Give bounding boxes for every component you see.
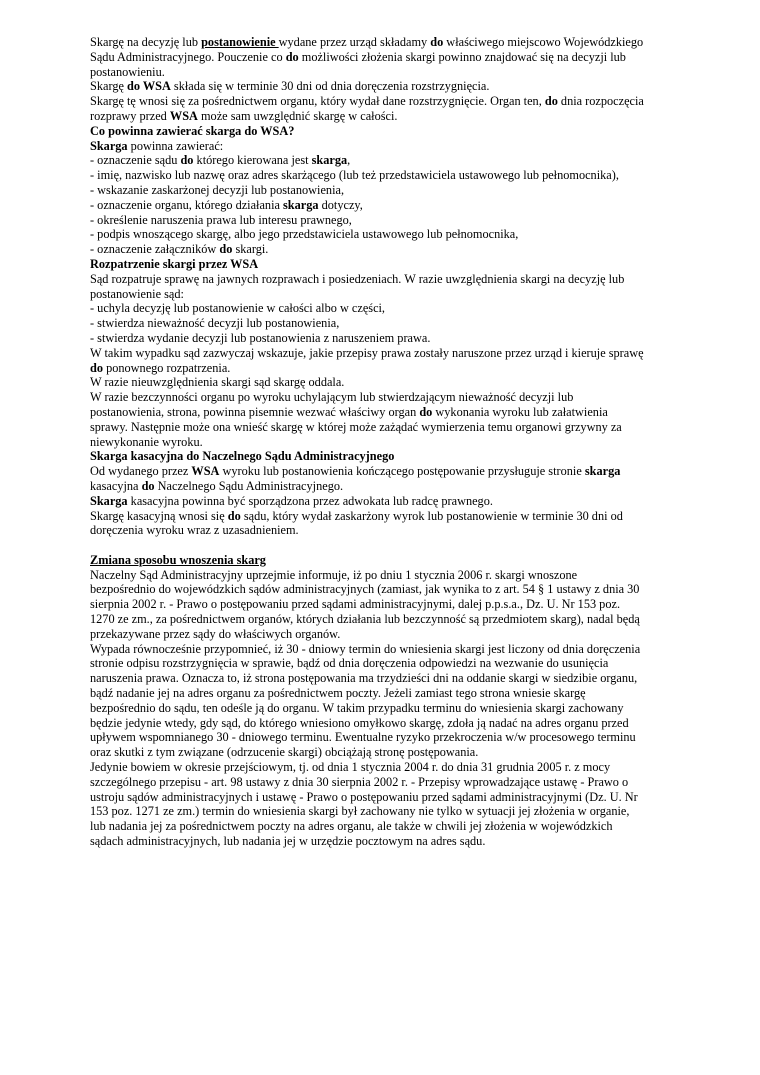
text-segment: Skargę kasacyjną wnosi się (90, 508, 228, 523)
text-line (90, 109, 680, 124)
text-line (90, 804, 680, 819)
text-segment: ponownego rozpatrzenia. (103, 360, 231, 375)
text-line (90, 242, 680, 257)
text-segment: Od wydanego przez (90, 464, 192, 479)
text-line (90, 582, 680, 597)
text-line (90, 760, 680, 775)
text-line (90, 494, 680, 509)
emphasis-segment: do (219, 242, 233, 257)
text-segment: sądach administracyjnych, lub nadania jej w urzędzie pocztowym na adres sądu. (90, 834, 486, 849)
emphasis-segment: WSA (191, 464, 220, 479)
text-line (90, 716, 680, 731)
text-line (90, 464, 680, 479)
emphasis-segment: Skarga (90, 493, 128, 508)
emphasis-segment: skarga (584, 464, 621, 479)
text-segment: niewykonanie wyroku. (90, 434, 203, 449)
text-segment: naruszenia prawa. Oznacza to, iż strona postępowania ma trzydzieści dni na oddanie skargi w siedzibie organu, (90, 671, 638, 686)
text-segment: - stwierdza nieważność decyzji lub postanowienia, (90, 316, 340, 331)
text-segment: postanowieniu. (90, 64, 165, 79)
emphasis-segment: Co powinna zawierać skarga do WSA? (90, 123, 295, 138)
text-line (90, 479, 680, 494)
emphasis-segment: do (227, 508, 241, 523)
emphasis-segment: do (544, 94, 558, 109)
text-segment: Naczelny Sąd Administracyjny uprzejmie informuje, iż po dniu 1 stycznia 2006 r. skargi wnoszone (90, 567, 578, 582)
text-segment: kasacyjna powinna być sporządzona przez adwokata lub radcę prawnego. (127, 493, 493, 508)
text-segment: 153 poz. 1271 ze zm.) termin do wniesienia skargi był zachowany nie tylko w sytuacji jej złożenia w organie, (90, 804, 630, 819)
text-line (90, 124, 680, 139)
text-segment: - oznaczenie załączników (90, 242, 220, 257)
text-line (90, 420, 680, 435)
emphasis-segment: do (180, 153, 194, 168)
text-segment: upływem wspomnianego 30 - dniowego terminu. Ewentualne ryzyko przekroczenia w/w procesowego terminu (90, 730, 636, 745)
text-segment: składa się w terminie 30 dni od dnia doręczenia rozstrzygnięcia. (170, 79, 490, 94)
text-segment: - określenie naruszenia prawa lub interesu prawnego, (90, 212, 352, 227)
text-segment: dotyczy, (318, 197, 363, 212)
text-line (90, 198, 680, 213)
text-segment: W razie bezczynności organu po wyroku uchylającym lub stwierdzającym nieważność decyzji lub (90, 390, 574, 405)
text-segment: będzie jedynie wtedy, gdy sąd, do którego wniesiono omyłkowo skargę, zdoła ją nadać na adres organu przed (90, 715, 629, 730)
text-line (90, 775, 680, 790)
text-segment: postanowienie sąd: (90, 286, 184, 301)
text-line (90, 287, 680, 302)
emphasis-segment: do (430, 35, 444, 49)
text-segment: - uchyla decyzję lub postanowienie w całości albo w części, (90, 301, 386, 316)
text-line (90, 597, 680, 612)
text-line (90, 612, 680, 627)
text-segment: doręczenia wyroku wraz z uzasadnieniem. (90, 523, 299, 538)
text-line (90, 656, 680, 671)
text-line (90, 730, 680, 745)
text-line (90, 346, 680, 361)
text-segment: rozprawy przed (90, 108, 170, 123)
text-line (90, 79, 680, 94)
text-segment: którego kierowana jest (193, 153, 312, 168)
text-segment: Skargę na decyzję lub (90, 35, 202, 49)
text-line (90, 213, 680, 228)
text-line (90, 316, 680, 331)
text-segment: - stwierdza wydanie decyzji lub postanowienia z naruszeniem prawa. (90, 330, 431, 345)
emphasis-segment: Rozpatrzenie skargi przez WSA (90, 256, 259, 271)
text-line (90, 139, 680, 154)
emphasis-segment: skarga (283, 197, 319, 212)
emphasis-segment: do (285, 49, 299, 64)
text-segment: powinna zawierać: (127, 138, 224, 153)
text-line (90, 301, 680, 316)
emphasis-segment: do (419, 404, 433, 419)
text-line (90, 35, 680, 50)
text-line (90, 701, 680, 716)
text-segment: lub nadania jej za pośrednictwem poczty na adres organu, ale także w chwili jej złożenia w wojewódzkich (90, 819, 613, 834)
text-line (90, 50, 680, 65)
text-segment: bezpośrednio do sądu, ten odeśle ją do organu. W takim przypadku terminu do wniesienia skargi zachowany (90, 700, 624, 715)
text-segment: stronie odpisu rozstrzygnięcia w sprawie, bądź od dnia doręczenia odpowiedzi na wezwanie do usunięcia (90, 656, 609, 671)
text-segment: sądu, który wydał zaskarżony wyrok lub postanowienie w terminie 30 dni od (240, 508, 623, 523)
text-segment: 1270 ze zm., za pośrednictwem organów, których działania lub bezczynność są przedmiotem skarg), nadal będą (90, 612, 640, 627)
text-line (90, 642, 680, 657)
text-line (90, 686, 680, 701)
emphasis-segment: Skarga (90, 138, 128, 153)
text-segment: - wskazanie zaskarżonej decyzji lub postanowienia, (90, 182, 345, 197)
text-line (90, 671, 680, 686)
text-segment: kasacyjna (90, 478, 142, 493)
text-line (90, 390, 680, 405)
text-line (90, 361, 680, 376)
text-line (90, 331, 680, 346)
text-line (90, 745, 680, 760)
document-page (90, 35, 680, 849)
text-line (90, 435, 680, 450)
text-segment: przekazywane przez sądy do właściwych organów. (90, 626, 341, 641)
text-line (90, 257, 680, 272)
text-segment: szczególnego przepisu - art. 98 ustawy z dnia 30 sierpnia 2002 r. - Przepisy wprowadzające ustawę - Prawo o (90, 774, 629, 789)
text-segment: - podpis wnoszącego skargę, albo jego przedstawiciela ustawowego lub pełnomocnika, (90, 227, 519, 242)
text-line (90, 183, 680, 198)
text-segment: właściwego miejscowo Wojewódzkiego (443, 35, 644, 49)
text-segment: sierpnia 2002 r. - Prawo o postępowaniu przed sądami administracyjnymi, dalej p.p.s.a., Dz. U. Nr 153 poz. (90, 597, 621, 612)
text-line (90, 405, 680, 420)
text-segment: - oznaczenie sądu (90, 153, 181, 168)
text-segment: - imię, nazwisko lub nazwę oraz adres skarżącego (lub też przedstawiciela ustawowego lub pełnomocnika), (90, 168, 619, 183)
text-line (90, 509, 680, 524)
text-segment: sprawy. Następnie może ona wnieść skargę w której może zażądać wymierzenia temu organowi grzywny za (90, 419, 622, 434)
text-segment: - oznaczenie organu, którego działania (90, 197, 284, 212)
text-segment: Skargę (90, 79, 127, 94)
text-segment: ustroju sądów administracyjnych i ustawę - Prawo o postępowaniu przed sądami administracyjnymi (Dz. U. Nr (90, 789, 638, 804)
text-segment: oraz skutki z tym związane (odrzucenie skargi) obciążają stronę postępowania. (90, 745, 479, 760)
emphasis-segment: do (90, 360, 103, 375)
text-segment: wykonania wyroku lub załatwienia (432, 404, 608, 419)
text-segment: Sądu Administracyjnego. Pouczenie co (90, 49, 286, 64)
text-segment: może sam uwzględnić skargę w całości. (197, 108, 398, 123)
text-line (90, 568, 680, 583)
text-segment: Naczelnego Sądu Administracyjnego. (154, 478, 344, 493)
text-segment: W takim wypadku sąd zazwyczaj wskazuje, jakie przepisy prawa zostały naruszone przez urząd i kieruje sprawę (90, 345, 644, 360)
text-line (90, 94, 680, 109)
text-segment: wydane przez urząd składamy (278, 35, 431, 49)
emphasis-segment: skarga (311, 153, 348, 168)
text-segment: Jedynie bowiem w okresie przejściowym, tj. od dnia 1 stycznia 2004 r. do dnia 31 grudnia 2005 r. z mocy (90, 760, 611, 775)
emphasis-segment: Skarga kasacyjna do Naczelnego Sądu Administracyjnego (90, 449, 395, 464)
text-segment: Wypada równocześnie przypomnieć, iż 30 - dniowy termin do wniesienia skargi jest liczony od dnia doręczenia (90, 641, 641, 656)
text-line (90, 834, 680, 849)
text-segment: W razie nieuwzględnienia skargi sąd skargę oddala. (90, 375, 345, 390)
text-line (90, 272, 680, 287)
text-segment: wyroku lub postanowienia kończącego postępowanie przysługuje stronie (219, 464, 585, 479)
text-segment: skargi. (232, 242, 269, 257)
text-segment: bądź nadanie jej na adres organu za pośrednictwem poczty. Jeżeli zamiast tego strona wniesie skargę (90, 686, 586, 701)
text-line (90, 790, 680, 805)
emphasis-segment: WSA (169, 108, 198, 123)
emphasis-segment: Zmiana sposobu wnoszenia skarg (90, 552, 266, 567)
text-segment: Sąd rozpatruje sprawę na jawnych rozprawach i posiedzeniach. W razie uwzględnienia skargi na decyzję lub (90, 271, 625, 286)
blank-line (90, 538, 680, 553)
text-line (90, 523, 680, 538)
text-segment: Skargę tę wnosi się za pośrednictwem organu, który wydał dane rozstrzygnięcie. Organ ten, (90, 94, 545, 109)
text-line (90, 819, 680, 834)
text-line (90, 375, 680, 390)
text-segment: , (347, 153, 351, 168)
text-line (90, 153, 680, 168)
text-line (90, 449, 680, 464)
emphasis-segment: do (141, 478, 155, 493)
text-segment: postanowienia, strona, powinna pisemnie wezwać właściwy organ (90, 404, 420, 419)
text-line (90, 553, 680, 568)
text-segment: dnia rozpoczęcia (557, 94, 644, 109)
emphasis-segment: postanowienie (201, 35, 279, 49)
text-segment: bezpośrednio do wojewódzkich sądów administracyjnych (zamiast, jak wynika to z art. 54 § 1 ustawy z dnia 30 (90, 582, 640, 597)
text-line (90, 168, 680, 183)
text-line (90, 65, 680, 80)
text-line (90, 227, 680, 242)
text-line (90, 627, 680, 642)
emphasis-segment: do WSA (127, 79, 171, 94)
text-segment: możliwości złożenia skargi powinno znajdować się na decyzji lub (298, 49, 626, 64)
